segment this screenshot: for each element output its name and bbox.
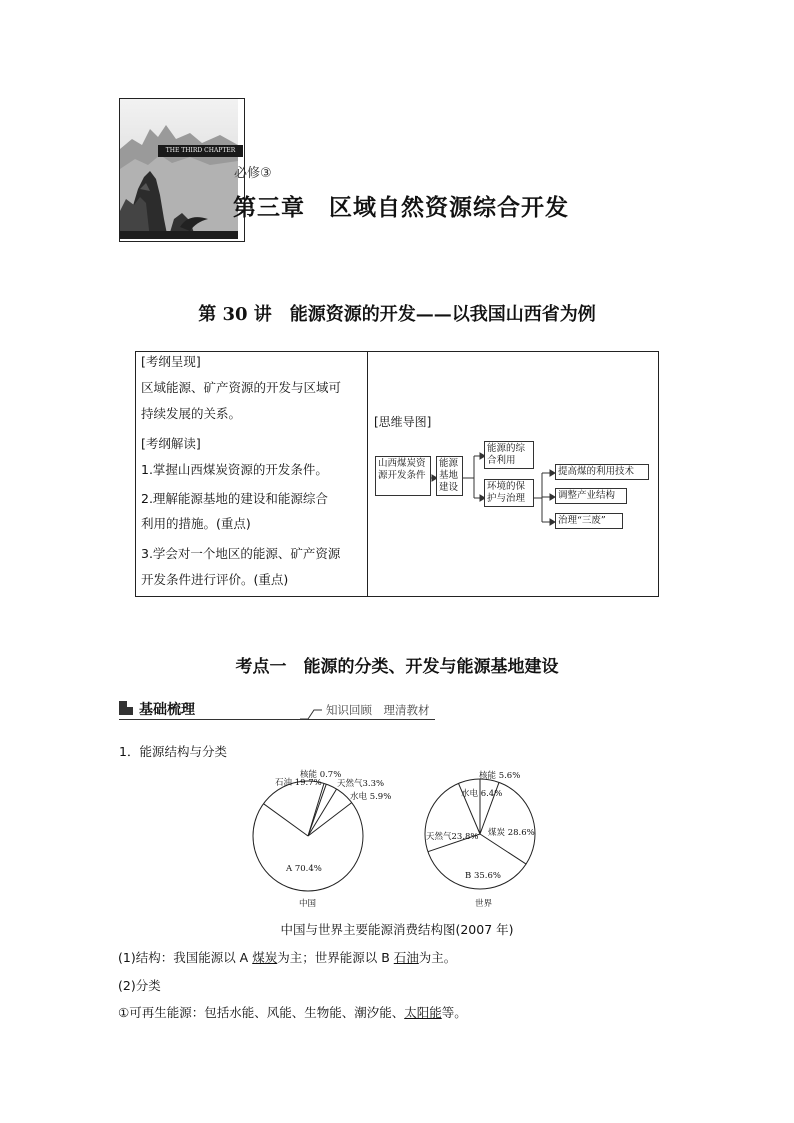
pie-label-china-hydro: 水电 5.9% bbox=[350, 792, 392, 802]
chapter-title: 第三章 区域自然资源综合开发 bbox=[233, 195, 569, 221]
square-bullet-icon-notch bbox=[127, 701, 133, 707]
syllabus-line: 持续发展的关系。 bbox=[141, 406, 242, 421]
answer-solar: 太阳能 bbox=[404, 1005, 442, 1020]
syllabus-line: 2.理解能源基地的建设和能源综合 bbox=[141, 491, 328, 506]
required-course-label: 必修③ bbox=[234, 166, 272, 181]
syllabus-line: 利用的措施。(重点) bbox=[141, 516, 251, 531]
mindmap-label: [思维导图] bbox=[374, 415, 432, 429]
structure-prefix: (1)结构：我国能源以 A bbox=[118, 950, 253, 965]
renewable-suffix: 等。 bbox=[441, 1005, 467, 1020]
structure-sentence bbox=[118, 948, 456, 966]
mindmap-middle-node: 能源基地建设 bbox=[436, 456, 463, 496]
structure-middle: 为主；世界能源以 B bbox=[277, 950, 394, 965]
answer-oil: 石油 bbox=[393, 950, 419, 965]
renewable-sentence bbox=[118, 1003, 467, 1021]
section-title: 考点一 能源的分类、开发与能源基地建设 bbox=[235, 657, 559, 677]
basics-rule bbox=[119, 719, 435, 720]
renewable-prefix: ①可再生能源：包括水能、风能、生物能、潮汐能、 bbox=[118, 1005, 405, 1020]
classification-heading: (2)分类 bbox=[118, 978, 161, 993]
figure-caption: 中国与世界主要能源消费结构图(2007 年) bbox=[280, 922, 514, 937]
pie-label-china-oil: 石油 19.7% bbox=[275, 778, 322, 788]
basics-rule-notch bbox=[300, 708, 322, 720]
structure-suffix: 为主。 bbox=[418, 950, 457, 965]
pie-label-world-coal: 煤炭 28.6% bbox=[488, 828, 535, 838]
pie-label-china-gas: 天然气3.3% bbox=[337, 779, 385, 789]
pie-caption-world: 世界 bbox=[475, 899, 493, 909]
mindmap-leaf: 治理“三废” bbox=[555, 513, 623, 529]
syllabus-line: [考纲呈现] bbox=[141, 354, 201, 369]
pie-china bbox=[253, 781, 363, 891]
syllabus-line: [考纲解读] bbox=[141, 436, 201, 451]
pie-label-world-b: B 35.6% bbox=[465, 871, 501, 881]
syllabus-line: 1.掌握山西煤炭资源的开发条件。 bbox=[141, 462, 328, 477]
pie-label-china-nuclear: 核能 0.7% bbox=[300, 770, 342, 780]
lesson-title: 第 30 讲 能源资源的开发——以我国山西省为例 bbox=[198, 304, 596, 325]
mindmap-root-node: 山西煤炭资源开发条件 bbox=[375, 456, 431, 496]
pie-label-world-hydro: 水电 6.4% bbox=[461, 789, 503, 799]
pie-label-china-a: A 70.4% bbox=[286, 864, 322, 874]
mindmap-branch-bottom: 环境的保护与治理 bbox=[484, 479, 534, 507]
mindmap-branch-top: 能源的综合利用 bbox=[484, 441, 534, 469]
table-divider bbox=[367, 351, 368, 597]
chapter-banner: THE THIRD CHAPTER bbox=[158, 145, 243, 157]
pie-label-world-nuclear: 核能 5.6% bbox=[479, 771, 521, 781]
pie-label-world-gas: 天然气23.8% bbox=[426, 832, 479, 842]
mindmap-leaf: 调整产业结构 bbox=[555, 488, 627, 504]
chapter-cover-image bbox=[120, 99, 238, 239]
pie-caption-china: 中国 bbox=[299, 899, 317, 909]
basics-title: 基础梳理 bbox=[139, 702, 195, 718]
energy-pie-charts bbox=[240, 762, 560, 912]
basics-subtitle: 知识回顾 理清教材 bbox=[326, 703, 430, 717]
answer-coal: 煤炭 bbox=[252, 950, 278, 965]
mindmap-leaf: 提高煤的利用技术 bbox=[555, 464, 649, 480]
syllabus-line: 开发条件进行评价。(重点) bbox=[141, 572, 289, 587]
syllabus-line: 3.学会对一个地区的能源、矿产资源 bbox=[141, 546, 341, 561]
energy-heading: 1．能源结构与分类 bbox=[119, 744, 227, 759]
syllabus-line: 区域能源、矿产资源的开发与区域可 bbox=[141, 380, 342, 395]
